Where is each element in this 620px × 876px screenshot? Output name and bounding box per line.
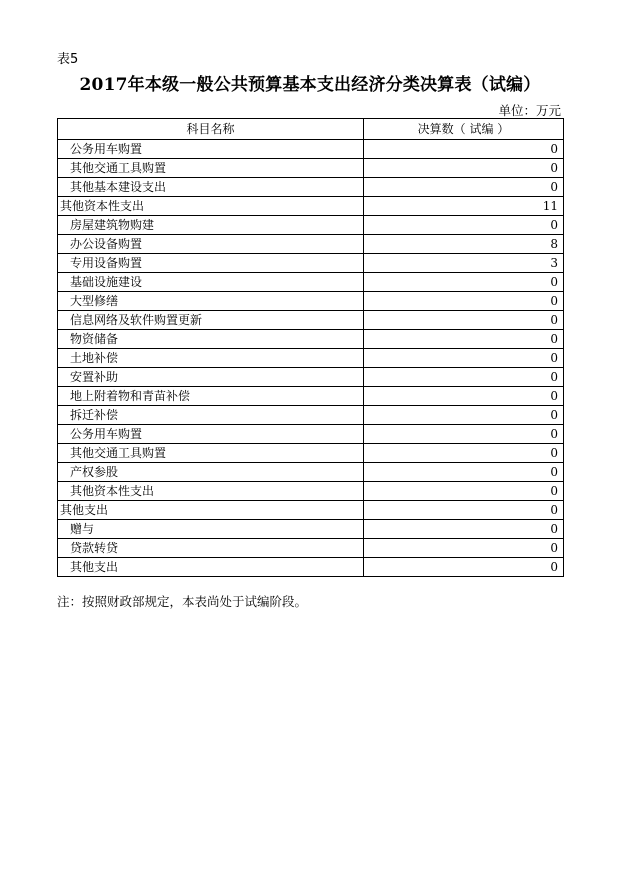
- table-row: [58, 140, 564, 159]
- row-name: 公务用车购置: [58, 140, 364, 159]
- row-name: 物资储备: [58, 330, 364, 349]
- table-row: [58, 216, 564, 235]
- row-name: 其他资本性支出: [58, 197, 364, 216]
- row-amount: 8: [364, 235, 564, 254]
- row-amount: 0: [364, 292, 564, 311]
- row-amount: 0: [364, 444, 564, 463]
- table-row: [58, 482, 564, 501]
- row-name: 其他支出: [58, 501, 364, 520]
- row-amount: 0: [364, 368, 564, 387]
- footnote: 注：按照财政部规定，本表尚处于试编阶段。: [57, 594, 308, 609]
- table-row: [58, 273, 564, 292]
- page-title: 2017年本级一般公共预算基本支出经济分类决算表（试编）: [79, 75, 541, 95]
- table-row: [58, 387, 564, 406]
- row-amount: 0: [364, 482, 564, 501]
- row-amount: 0: [364, 159, 564, 178]
- table-row: [58, 349, 564, 368]
- row-amount: 0: [364, 178, 564, 197]
- row-amount: 0: [364, 520, 564, 539]
- row-name: 大型修缮: [58, 292, 364, 311]
- row-amount: 0: [364, 406, 564, 425]
- row-amount: 3: [364, 254, 564, 273]
- table-row: [58, 539, 564, 558]
- table-row: [58, 178, 564, 197]
- row-name: 公务用车购置: [58, 425, 364, 444]
- row-amount: 0: [364, 425, 564, 444]
- row-name: 房屋建筑物购建: [58, 216, 364, 235]
- row-amount: 0: [364, 539, 564, 558]
- table-row: [58, 558, 564, 577]
- table-row: [58, 197, 564, 216]
- table-row: [58, 254, 564, 273]
- table-row: [58, 235, 564, 254]
- table-header-row: [58, 119, 564, 140]
- row-name: 基础设施建设: [58, 273, 364, 292]
- expenditure-table: [57, 118, 564, 577]
- header-amount: 决算数（ 试编 ）: [364, 119, 564, 140]
- table-row: [58, 311, 564, 330]
- row-name: 其他交通工具购置: [58, 444, 364, 463]
- table-row: [58, 444, 564, 463]
- row-amount: 0: [364, 463, 564, 482]
- row-amount: 0: [364, 140, 564, 159]
- row-name: 赠与: [58, 520, 364, 539]
- table-row: [58, 463, 564, 482]
- table-row: [58, 425, 564, 444]
- row-name: 其他基本建设支出: [58, 178, 364, 197]
- row-name: 办公设备购置: [58, 235, 364, 254]
- table-row: [58, 501, 564, 520]
- header-name: 科目名称: [58, 119, 364, 140]
- row-amount: 0: [364, 501, 564, 520]
- row-name: 产权参股: [58, 463, 364, 482]
- row-name: 专用设备购置: [58, 254, 364, 273]
- row-amount: 0: [364, 349, 564, 368]
- row-amount: 0: [364, 558, 564, 577]
- row-amount: 0: [364, 330, 564, 349]
- table-row: [58, 292, 564, 311]
- row-name: 安置补助: [58, 368, 364, 387]
- table-row: [58, 406, 564, 425]
- table-row: [58, 330, 564, 349]
- row-name: 其他支出: [58, 558, 364, 577]
- table-row: [58, 159, 564, 178]
- table-number: 表5: [57, 52, 79, 67]
- table-row: [58, 520, 564, 539]
- row-name: 其他资本性支出: [58, 482, 364, 501]
- unit-label: 单位：万元: [498, 103, 561, 118]
- row-amount: 0: [364, 273, 564, 292]
- row-amount: 11: [364, 197, 564, 216]
- row-name: 地上附着物和青苗补偿: [58, 387, 364, 406]
- row-name: 贷款转贷: [58, 539, 364, 558]
- row-name: 拆迁补偿: [58, 406, 364, 425]
- table-row: [58, 368, 564, 387]
- row-name: 土地补偿: [58, 349, 364, 368]
- row-name: 其他交通工具购置: [58, 159, 364, 178]
- row-amount: 0: [364, 387, 564, 406]
- row-amount: 0: [364, 216, 564, 235]
- row-name: 信息网络及软件购置更新: [58, 311, 364, 330]
- row-amount: 0: [364, 311, 564, 330]
- table-body: [58, 140, 564, 577]
